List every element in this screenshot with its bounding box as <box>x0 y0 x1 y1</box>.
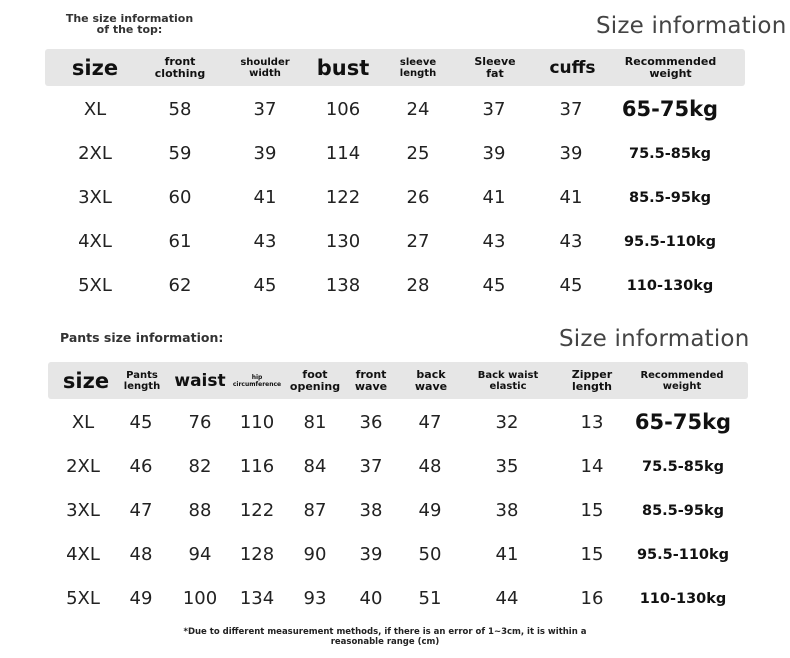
table-cell: 43 <box>559 231 583 252</box>
table-cell: 61 <box>168 231 192 252</box>
table-cell: 38 <box>495 500 519 521</box>
header-bust: bust <box>316 55 370 80</box>
header-front-clothing: front clothing <box>154 54 206 80</box>
table-cell: 38 <box>359 500 383 521</box>
size-cell: XL <box>83 99 107 120</box>
weight-cell: 95.5-110kg <box>636 547 730 563</box>
table-cell: 41 <box>495 544 519 565</box>
table-cell: 24 <box>406 99 430 120</box>
table-cell: 39 <box>359 544 383 565</box>
table-cell: 45 <box>559 275 583 296</box>
size-cell: 2XL <box>78 143 112 164</box>
header-hip-circumference: hip circumference <box>232 373 282 388</box>
table-cell: 16 <box>580 588 604 609</box>
table-cell: 134 <box>239 588 275 609</box>
table-cell: 37 <box>482 99 506 120</box>
pants-small-title: Pants size information: <box>60 330 224 345</box>
header-shoulder-width: shoulder width <box>240 56 290 79</box>
header-waist: waist <box>174 370 226 391</box>
table-cell: 48 <box>129 544 153 565</box>
table-cell: 51 <box>418 588 442 609</box>
table-cell: 25 <box>406 143 430 164</box>
table-cell: 45 <box>253 275 277 296</box>
table-cell: 48 <box>418 456 442 477</box>
table-cell: 15 <box>580 500 604 521</box>
table-cell: 106 <box>325 99 361 120</box>
table-cell: 41 <box>253 187 277 208</box>
table-cell: 39 <box>253 143 277 164</box>
table-cell: 28 <box>406 275 430 296</box>
table-cell: 60 <box>168 187 192 208</box>
table-cell: 47 <box>129 500 153 521</box>
header-recommended-weight: Recommended weight <box>624 54 717 80</box>
table-cell: 35 <box>495 456 519 477</box>
table-cell: 128 <box>239 544 275 565</box>
top-big-title: Size information <box>596 13 787 39</box>
table-cell: 130 <box>325 231 361 252</box>
table-cell: 90 <box>303 544 327 565</box>
pants-big-title: Size information <box>559 326 750 352</box>
table-cell: 94 <box>188 544 212 565</box>
header-recommended-weight: Recommended weight <box>640 369 724 392</box>
header-zipper-length: Zipper length <box>571 367 613 393</box>
size-cell: XL <box>71 412 95 433</box>
header-sleeve-length: sleeve length <box>399 56 437 79</box>
size-cell: 3XL <box>78 187 112 208</box>
table-cell: 82 <box>188 456 212 477</box>
weight-cell: 85.5-95kg <box>629 190 711 206</box>
header-front-wave: front wave <box>354 367 388 393</box>
size-cell: 3XL <box>66 500 100 521</box>
table-cell: 58 <box>168 99 192 120</box>
weight-cell: 95.5-110kg <box>623 234 717 250</box>
header-size: size <box>71 55 119 80</box>
size-cell: 4XL <box>78 231 112 252</box>
table-cell: 62 <box>168 275 192 296</box>
table-cell: 37 <box>359 456 383 477</box>
table-cell: 122 <box>325 187 361 208</box>
table-cell: 36 <box>359 412 383 433</box>
table-cell: 39 <box>482 143 506 164</box>
size-cell: 5XL <box>78 275 112 296</box>
weight-cell: 110-130kg <box>639 591 727 607</box>
header-sleeve-fat: Sleeve fat <box>474 54 516 80</box>
weight-cell: 75.5-85kg <box>629 146 711 162</box>
table-cell: 45 <box>482 275 506 296</box>
table-cell: 26 <box>406 187 430 208</box>
table-cell: 116 <box>239 456 275 477</box>
table-cell: 44 <box>495 588 519 609</box>
table-cell: 100 <box>182 588 218 609</box>
weight-cell: 65-75kg <box>621 97 719 121</box>
table-cell: 45 <box>129 412 153 433</box>
table-cell: 76 <box>188 412 212 433</box>
table-cell: 49 <box>129 588 153 609</box>
table-cell: 84 <box>303 456 327 477</box>
table-cell: 27 <box>406 231 430 252</box>
table-cell: 43 <box>482 231 506 252</box>
table-cell: 47 <box>418 412 442 433</box>
weight-cell: 65-75kg <box>634 410 732 434</box>
table-cell: 41 <box>559 187 583 208</box>
table-cell: 87 <box>303 500 327 521</box>
table-cell: 114 <box>325 143 361 164</box>
table-cell: 46 <box>129 456 153 477</box>
table-cell: 81 <box>303 412 327 433</box>
table-cell: 41 <box>482 187 506 208</box>
weight-cell: 75.5-85kg <box>642 459 724 475</box>
table-cell: 93 <box>303 588 327 609</box>
header-foot-opening: foot opening <box>289 367 341 393</box>
size-cell: 2XL <box>66 456 100 477</box>
table-cell: 49 <box>418 500 442 521</box>
table-cell: 88 <box>188 500 212 521</box>
table-cell: 138 <box>325 275 361 296</box>
table-cell: 13 <box>580 412 604 433</box>
top-header-row <box>45 49 745 86</box>
weight-cell: 85.5-95kg <box>642 503 724 519</box>
table-cell: 122 <box>239 500 275 521</box>
footnote: *Due to different measurement methods, if there is an error of 1~3cm, it is within a reasonable range (cm) <box>183 627 587 647</box>
header-back-wave: back wave <box>414 367 448 393</box>
table-cell: 15 <box>580 544 604 565</box>
table-cell: 50 <box>418 544 442 565</box>
header-pants-length: Pants length <box>123 369 161 392</box>
weight-cell: 110-130kg <box>626 278 714 294</box>
table-cell: 40 <box>359 588 383 609</box>
header-size: size <box>62 368 110 393</box>
pants-header-row <box>48 362 748 399</box>
table-cell: 59 <box>168 143 192 164</box>
table-cell: 37 <box>559 99 583 120</box>
table-cell: 43 <box>253 231 277 252</box>
header-back-waist-elastic: Back waist elastic <box>477 369 539 392</box>
table-cell: 37 <box>253 99 277 120</box>
header-cuffs: cuffs <box>549 57 596 78</box>
size-cell: 5XL <box>66 588 100 609</box>
top-small-title: The size information of the top: <box>65 12 194 36</box>
table-cell: 39 <box>559 143 583 164</box>
size-cell: 4XL <box>66 544 100 565</box>
table-cell: 110 <box>239 412 275 433</box>
table-cell: 14 <box>580 456 604 477</box>
table-cell: 32 <box>495 412 519 433</box>
